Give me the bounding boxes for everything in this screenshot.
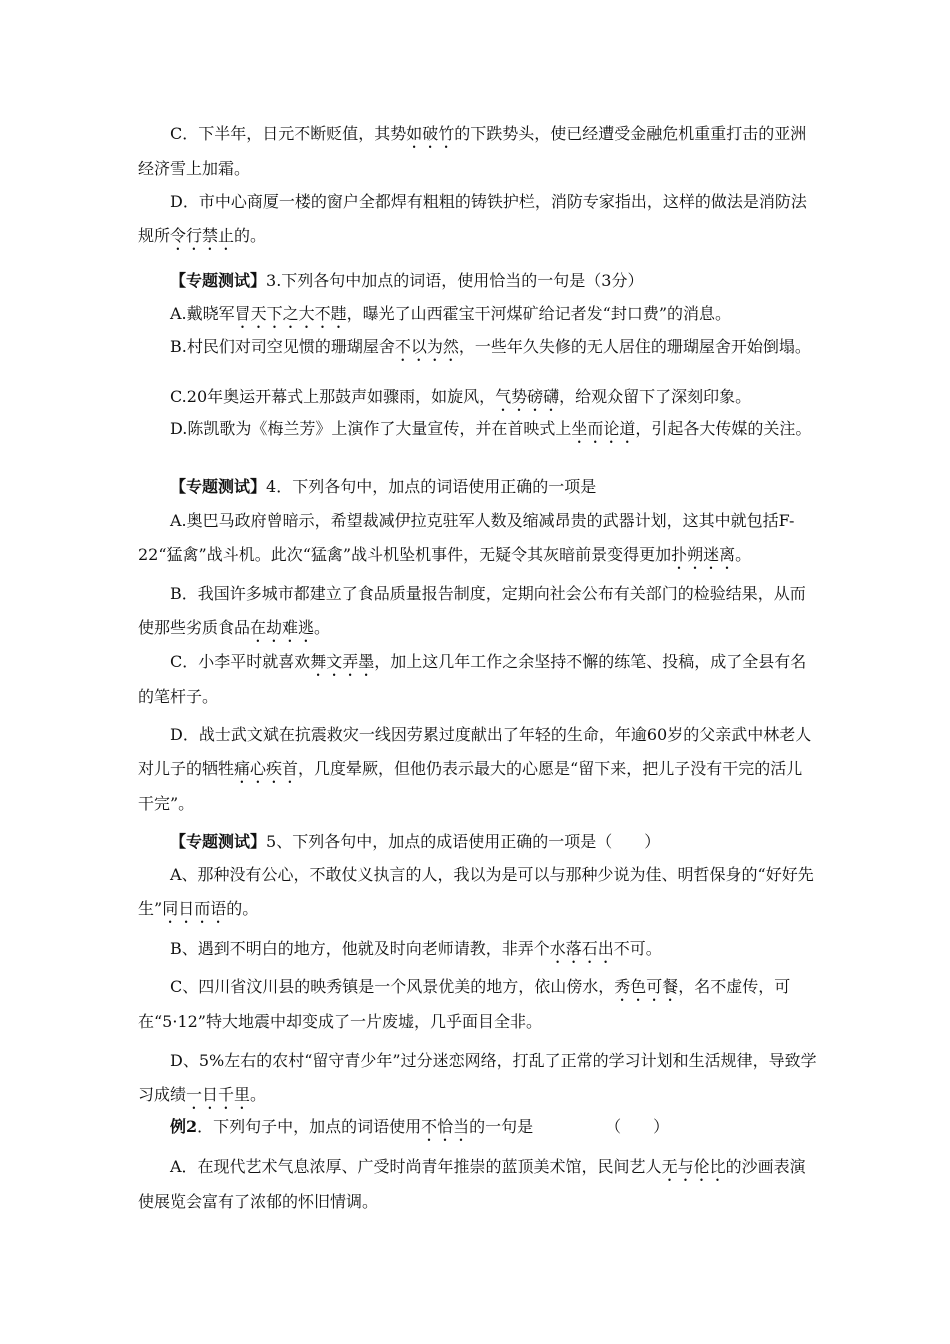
emphasized-phrase: 不恰当 — [421, 1117, 470, 1136]
text-run: ，加上这几年工作之余坚持不懈的练笔、投稿，成了全县有名的笔杆子。 — [138, 652, 807, 706]
emphasized-phrase: 水落石出 — [549, 939, 614, 958]
emphasized-phrase: 如破竹 — [406, 124, 455, 143]
emphasized-phrase: 秀色可餐 — [614, 977, 679, 996]
text-run: B.村民们对司空见惯的珊瑚屋舍 — [170, 337, 395, 356]
text-run: 。 — [250, 1085, 267, 1104]
text-run: ，一些年久失修的无人居住的珊瑚屋舍开始倒塌。 — [458, 337, 811, 356]
emphasized-phrase: 一日千里 — [186, 1085, 251, 1104]
text-run: ，引起各大传媒的关注。 — [635, 419, 812, 438]
question-5-option-a — [138, 858, 818, 927]
emphasized-phrase: 扑朔迷离 — [671, 545, 736, 564]
section-label: 【专题测试】 — [170, 832, 267, 851]
question-5-option-d — [138, 1044, 818, 1113]
question-5-option-b — [138, 932, 818, 967]
text-run: B、遇到不明白的地方，他就及时向老师请教，非弄个 — [170, 939, 550, 958]
text-run: 的沙画表演使展览会富有了浓郁的怀旧情调。 — [138, 1157, 806, 1211]
text-run: C．小李平时就喜欢 — [170, 652, 311, 671]
emphasized-phrase: 在劫难逃 — [250, 618, 315, 637]
emphasized-phrase: 同日而语 — [162, 899, 227, 918]
text-run: 的一句是 （ ） — [469, 1117, 670, 1136]
text-run: 的下跌势头，使已经遭受金融危机重重打击的亚洲经济雪上加霜。 — [138, 124, 807, 178]
question-4-heading — [138, 470, 818, 504]
text-run: A．在现代艺术气息浓厚、广受时尚青年推崇的蓝顶美术馆，民间艺人 — [170, 1157, 662, 1176]
text-run: C．下半年，日元不断贬值，其势 — [170, 124, 407, 143]
emphasized-phrase: 冒天下之大不韪 — [234, 304, 347, 323]
section-label: 【专题测试】 — [170, 271, 267, 290]
text-run: 5、下列各句中，加点的成语使用正确的一项是（ ） — [266, 832, 661, 851]
emphasized-phrase: 无与伦比 — [661, 1157, 726, 1176]
text-run: ，名不虚传，可在“5·12”特大地震中却变成了一片废墟，几乎面目全非。 — [138, 977, 791, 1031]
emphasized-phrase: 气势磅礴 — [495, 387, 560, 406]
text-run: 不可。 — [613, 939, 662, 958]
text-run: D．战士武文斌在抗震救灾一线因劳累过度献出了年轻的生命，年逾60岁的父亲武中林老人对儿子的牺牲 — [138, 725, 812, 778]
emphasized-phrase: 舞文弄墨 — [310, 652, 375, 671]
example-2-heading — [138, 1110, 818, 1145]
text-run: 的。 — [226, 899, 259, 918]
text-run: ，几度晕厥，但他仍表示最大的心愿是“留下来，把儿子没有干完的活儿干完”。 — [138, 759, 803, 813]
text-run: 4．下列各句中，加点的词语使用正确的一项是 — [266, 477, 597, 496]
emphasized-phrase: 痛心疾首 — [234, 759, 299, 778]
text-run: 的。 — [234, 226, 267, 245]
text-run: C.20年奥运开幕式上那鼓声如骤雨，如旋风， — [170, 387, 496, 406]
question-4-option-a — [138, 504, 818, 573]
text-run: ，曝光了山西霍宝干河煤矿给记者发“封口费”的消息。 — [346, 304, 732, 323]
text-run: D.陈凯歌为《梅兰芳》上演作了大量宣传，并在首映式上 — [170, 419, 572, 438]
text-run: D．市中心商厦一楼的窗户全都焊有粗粗的铸铁护栏，消防专家指出，这样的做法是消防法规所 — [138, 192, 807, 245]
question-5-option-c — [138, 970, 818, 1039]
section-label: 例2 — [170, 1117, 198, 1136]
question-3-option-d — [138, 412, 818, 447]
text-run: D、5%左右的农村“留守青少年”过分迷恋网络，打乱了正常的学习计划和生活规律，导致学习成绩 — [138, 1051, 817, 1104]
emphasized-phrase: 坐而论道 — [571, 419, 636, 438]
question-3-heading — [138, 264, 818, 298]
text-run: ，给观众留下了深刻印象。 — [559, 387, 752, 406]
question-3-option-c — [138, 380, 818, 415]
option-c-yen — [138, 117, 818, 186]
text-run: B．我国许多城市都建立了食品质量报告制度，定期向社会公布有关部门的检验结果，从而使那些劣质食品 — [138, 584, 806, 637]
text-run: A、那种没有公心，不敢仗义执言的人，我以为是可以与那种少说为佳、明哲保身的“好好先生” — [138, 865, 814, 918]
question-4-option-b — [138, 577, 818, 646]
text-run: A.戴晓军 — [170, 304, 235, 323]
emphasized-phrase: 令行禁止 — [170, 226, 235, 245]
question-3-option-b — [138, 330, 818, 365]
text-run: A.奥巴马政府曾暗示，希望裁减伊拉克驻军人数及缩减昂贵的武器计划，这其中就包括F-22“猛禽”战斗机。此次“猛禽”战斗机坠机事件，无疑令其灰暗前景变得更加 — [138, 511, 795, 564]
example-2-option-a — [138, 1150, 818, 1219]
question-4-option-d — [138, 718, 818, 821]
text-run: 。 — [314, 618, 331, 637]
question-4-option-c — [138, 645, 818, 714]
option-d-fire-rails — [138, 185, 818, 254]
section-label: 【专题测试】 — [170, 477, 267, 496]
text-run: C、四川省汶川县的映秀镇是一个风景优美的地方，依山傍水， — [170, 977, 615, 996]
text-run: 3.下列各句中加点的词语，使用恰当的一句是（3分） — [266, 271, 644, 290]
text-run: 。 — [735, 545, 752, 564]
question-3-option-a — [138, 297, 818, 332]
emphasized-phrase: 不以为然 — [394, 337, 459, 356]
question-5-heading — [138, 825, 818, 859]
text-run: ．下列句子中，加点的词语使用 — [197, 1117, 422, 1136]
